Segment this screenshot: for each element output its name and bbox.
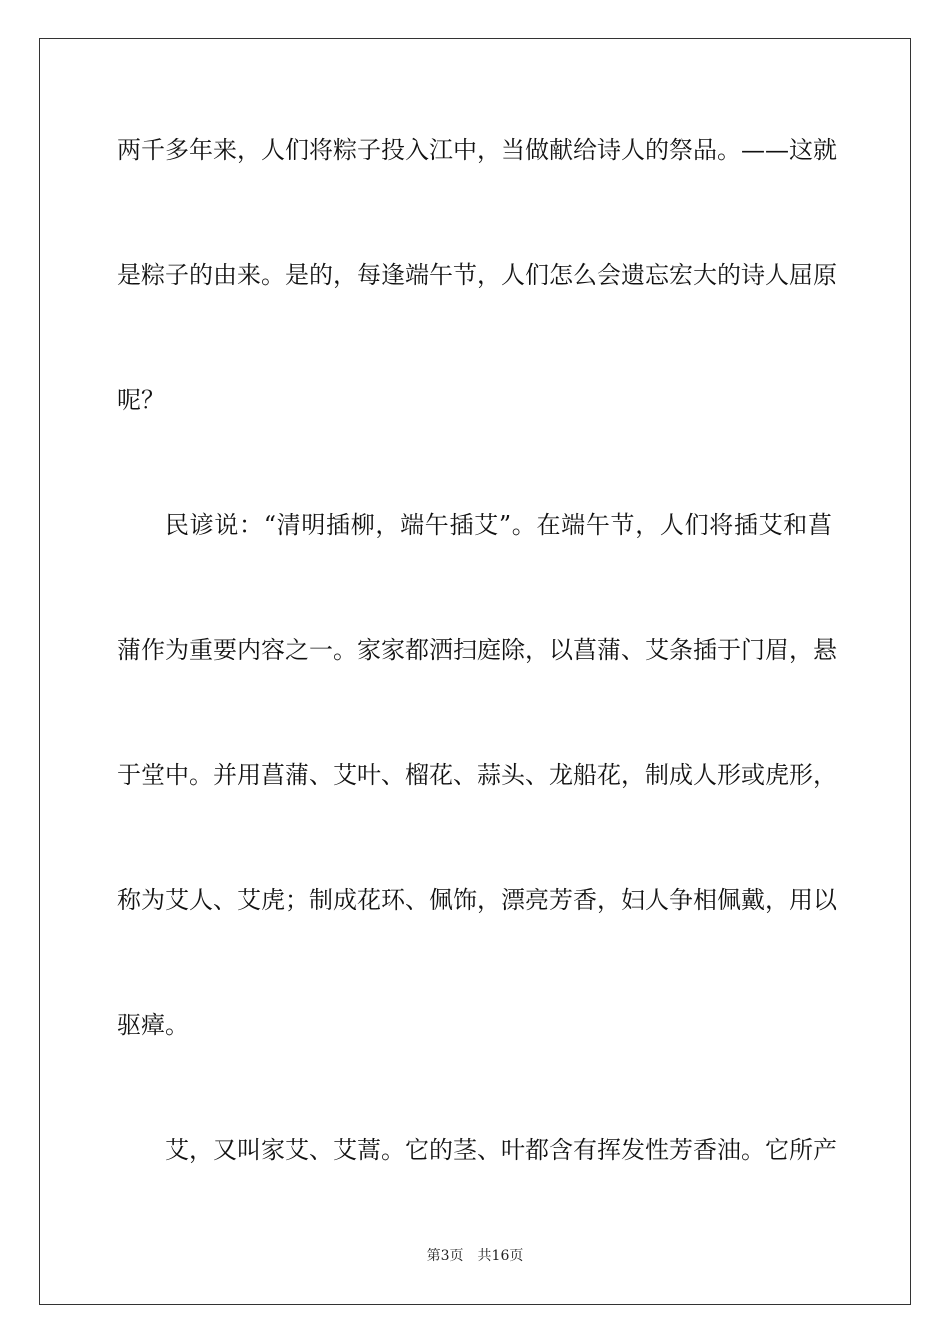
text-line: 两千多年来，人们将粽子投入江中，当做献给诗人的祭品。——这就 xyxy=(117,136,837,164)
page-total: 共16页 xyxy=(477,1248,524,1264)
text-line: 呢？ xyxy=(117,386,165,414)
page-footer xyxy=(0,1246,950,1266)
paragraph-first-line: 艾，又叫家艾、艾蒿。它的茎、叶都含有挥发性芳香油。它所产 xyxy=(165,1136,837,1164)
text-line: 称为艾人、艾虎；制成花环、佩饰，漂亮芳香，妇人争相佩戴，用以 xyxy=(117,886,837,914)
paragraph-first-line: 民谚说：“清明插柳，端午插艾”。在端午节，人们将插艾和菖 xyxy=(165,511,832,539)
text-line: 驱瘴。 xyxy=(117,1011,189,1039)
text-line: 于堂中。并用菖蒲、艾叶、榴花、蒜头、龙船花，制成人形或虎形， xyxy=(117,761,837,789)
text-line: 蒲作为重要内容之一。家家都洒扫庭除，以菖蒲、艾条插于门眉，悬 xyxy=(117,636,837,664)
page-border xyxy=(39,38,911,1305)
text-line: 是粽子的由来。是的，每逢端午节，人们怎么会遗忘宏大的诗人屈原 xyxy=(117,261,837,289)
page-number: 第3页 xyxy=(426,1248,464,1264)
